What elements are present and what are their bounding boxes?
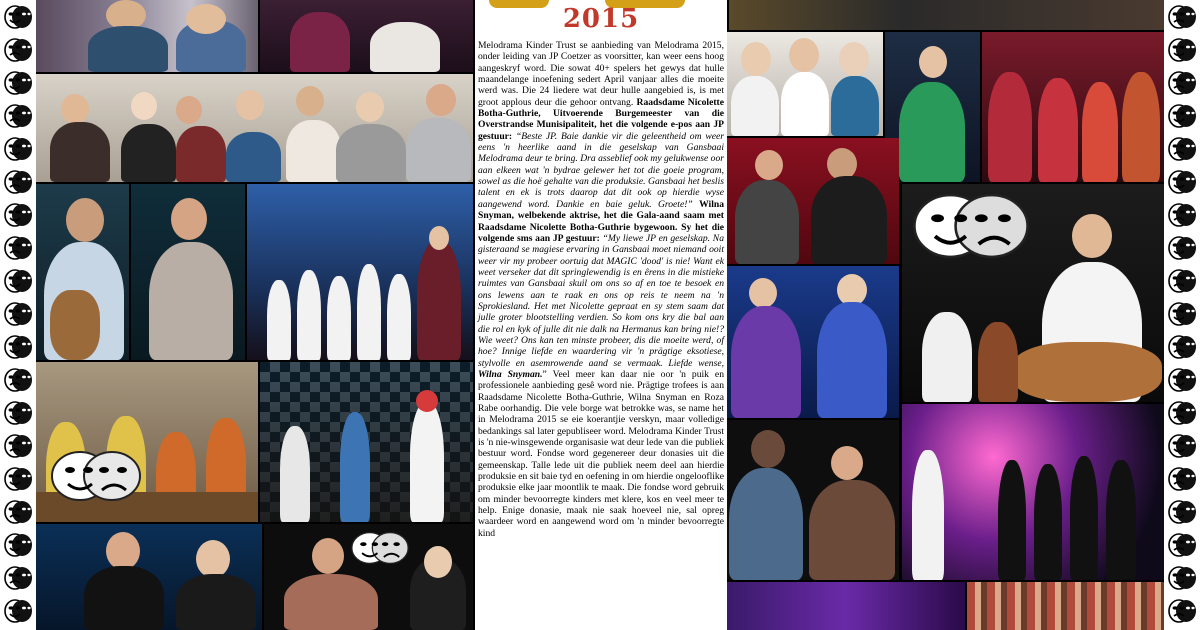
photo-stage-dancers bbox=[260, 0, 473, 72]
theatre-mask-icon bbox=[1167, 400, 1197, 426]
photo-guitar-singers bbox=[982, 32, 1164, 182]
theatre-mask-icon bbox=[348, 528, 412, 568]
article-quote: “Beste JP. Baie dankie vir die geleentheid om weer eens 'n heerlike aand in die geselskap van Gansbaai Melodrama deur te bring. Dra asseblief ook my gelukwense oor aan elkeen wat 'n bydrae gelewer het tot die goeie program, sowel as die hoë gehalte van die produksie. Gansbaai het beslis talent en ek is trots daarop dat dit ook op hierdie wyse aangewend word. Dankie en baie geluk. Groete!” bbox=[478, 130, 724, 210]
article-body bbox=[478, 40, 724, 539]
photo-singers-backstage bbox=[727, 420, 899, 580]
photo-stage-lineup bbox=[902, 404, 1164, 580]
theatre-mask-icon bbox=[3, 235, 33, 261]
article-title-band bbox=[475, 0, 727, 40]
photo-police-duo bbox=[727, 138, 899, 264]
theatre-mask-icon bbox=[1167, 70, 1197, 96]
theatre-mask-icon bbox=[1167, 4, 1197, 30]
theatre-mask-icon bbox=[1167, 136, 1197, 162]
article-paragraph: ” Veel meer kan daar nie oor 'n puik en professionele aanbieding gesê word nie. Prägtige trofees is aan Raadsdame Nicolette Botha-Guthrie, Wilna Snyman en Roza Rabe oorhandig. Die vele borge wat betrokke was, se name het in Melodrama 2015 se eie koerantjie verskyn, maar volledige bedankings sal later gepubliseer word. Melodrama Kinder Trust is 'n nie-winsgewende organisasie wat deur lede van die publiek bestuur word. Fondse word gegenereer deur donasies uit die gemeenskap. Talle lede uit die publiek neem deel aan hierdie produksie en sit baie tyd en oefening in om hierdie ongelooflike produksie elke jaar moontlik te maak. Die fondse word gebruik om minder bevoorregte kinders met klere, kos en veel meer te help. Enige donasie, maak nie saak hoeveel nie, sal opreg waardeer word en aangewend word om 'n minder bevoorregte kind bbox=[478, 368, 724, 539]
theatre-mask-icon bbox=[1167, 37, 1197, 63]
right-mask-border bbox=[1164, 0, 1200, 630]
theatre-mask-icon bbox=[1167, 268, 1197, 294]
photo-marimba-players bbox=[36, 362, 258, 522]
theatre-mask-icon bbox=[3, 466, 33, 492]
theatre-mask-icon bbox=[3, 301, 33, 327]
article-bold-text: Raadsdame Nicolette Botha-Guthrie, Uitvoerende Burgemeester van die Overstrandse Munisipaliteit, het die volgende e-pos aan JP gestuur: bbox=[478, 96, 725, 142]
article-column bbox=[475, 0, 727, 630]
photo-stage-top bbox=[729, 0, 1164, 30]
photo-seated-audience bbox=[36, 0, 258, 72]
theatre-mask-icon bbox=[3, 37, 33, 63]
photo-male-singer-plaid bbox=[264, 524, 473, 630]
theatre-mask-icon bbox=[3, 4, 33, 30]
theatre-mask-icon bbox=[3, 433, 33, 459]
photo-choir-stage bbox=[247, 184, 473, 360]
theatre-mask-icon bbox=[1167, 466, 1197, 492]
theatre-mask-icon bbox=[3, 565, 33, 591]
theatre-mask-icon bbox=[3, 334, 33, 360]
theatre-mask-icon bbox=[1167, 169, 1197, 195]
theatre-mask-icon bbox=[1167, 499, 1197, 525]
theatre-mask-icon bbox=[3, 103, 33, 129]
theatre-mask-icon bbox=[1167, 367, 1197, 393]
theatre-mask-icon bbox=[1167, 565, 1197, 591]
theatre-mask-icon bbox=[3, 367, 33, 393]
theatre-mask-icon bbox=[3, 268, 33, 294]
article-signoff: Wilna Snyman. bbox=[478, 368, 543, 380]
theatre-mask-icon bbox=[1167, 433, 1197, 459]
theatre-mask-icon bbox=[3, 136, 33, 162]
article-quote: “My liewe JP en geselskap. Na gisteraand se magiese ervaring in Gansbaai moet niemand ooit weer vir my probeer oortuig dat MAGIC 'dood' is nie! Want ek weet verseker dat dit springlewendig is en êrens in die mistieke ruimtes van Gansbaai skuil om ons so af en toe te besoek en ons lewens aan te raak en ons op reis te neem na 'n Sprokiesland. Het met Nicolette gepraat en sy stem saam dat julle groter blootstelling verdien. So kom ons kry die bal aan die rol en kyk of julle dit nie dalk na Hermanus kan bring nie!? Wie weet? Ons kan ten minste probeer, dis die moeite werd, of hoe? Innige liefde en waardering vir 'n prägtige eksotiese, stylvolle en asemrowende aand se vermaak. Liefde wense, bbox=[478, 232, 724, 369]
photo-three-boys bbox=[727, 32, 883, 136]
photo-bottom-stage bbox=[727, 582, 965, 630]
photo-masks-cowgirl bbox=[902, 184, 1164, 402]
theatre-mask-icon bbox=[3, 499, 33, 525]
theatre-mask-icon bbox=[1167, 103, 1197, 129]
photo-audience bbox=[967, 582, 1164, 630]
theatre-mask-icon bbox=[1167, 235, 1197, 261]
theatre-mask-icon bbox=[3, 169, 33, 195]
photo-singer-male bbox=[131, 184, 245, 360]
theatre-mask-icon bbox=[3, 70, 33, 96]
article-bold-text: Wilna Snyman, welbekende aktrise, het die Gala-aand saam met Raadsdame Nicolette Botha-Guthrie bygewoon. Sy het die volgende sms aan JP gestuur: bbox=[478, 198, 724, 244]
photo-dancer-green bbox=[885, 32, 980, 182]
left-mask-border bbox=[0, 0, 36, 630]
theatre-mask-icon bbox=[1167, 598, 1197, 624]
theatre-mask-icon bbox=[3, 400, 33, 426]
theatre-mask-icon bbox=[3, 532, 33, 558]
article-paragraph: Melodrama Kinder Trust se aanbieding van Melodrama 2015, onder leiding van JP Coetzer as voorsitter, kan weer eens hoog aangeskryf word. Die sowat 40+ spelers het gewys dat hulle maandelange inoefening sedert April vanjaar alles die moeite werd was. Die 24 liedere wat deur hulle aangebied is, is met groot applous deur die gehoor ontvang. bbox=[478, 40, 724, 108]
photo-guitarist bbox=[36, 184, 129, 360]
photo-dancers-checkered bbox=[260, 362, 473, 522]
theatre-mask-icon bbox=[3, 598, 33, 624]
theatre-mask-icon bbox=[3, 202, 33, 228]
theatre-mask-icon bbox=[1167, 301, 1197, 327]
photo-two-performers-blue bbox=[727, 266, 899, 418]
article-year: 2015 bbox=[562, 4, 640, 34]
theatre-mask-icon bbox=[1167, 334, 1197, 360]
photo-duet-singers bbox=[36, 524, 262, 630]
theatre-mask-icon bbox=[46, 448, 146, 504]
theatre-mask-icon bbox=[1167, 532, 1197, 558]
photo-cast-group bbox=[36, 74, 473, 182]
theatre-mask-icon bbox=[906, 190, 1036, 262]
theatre-mask-icon bbox=[1167, 202, 1197, 228]
